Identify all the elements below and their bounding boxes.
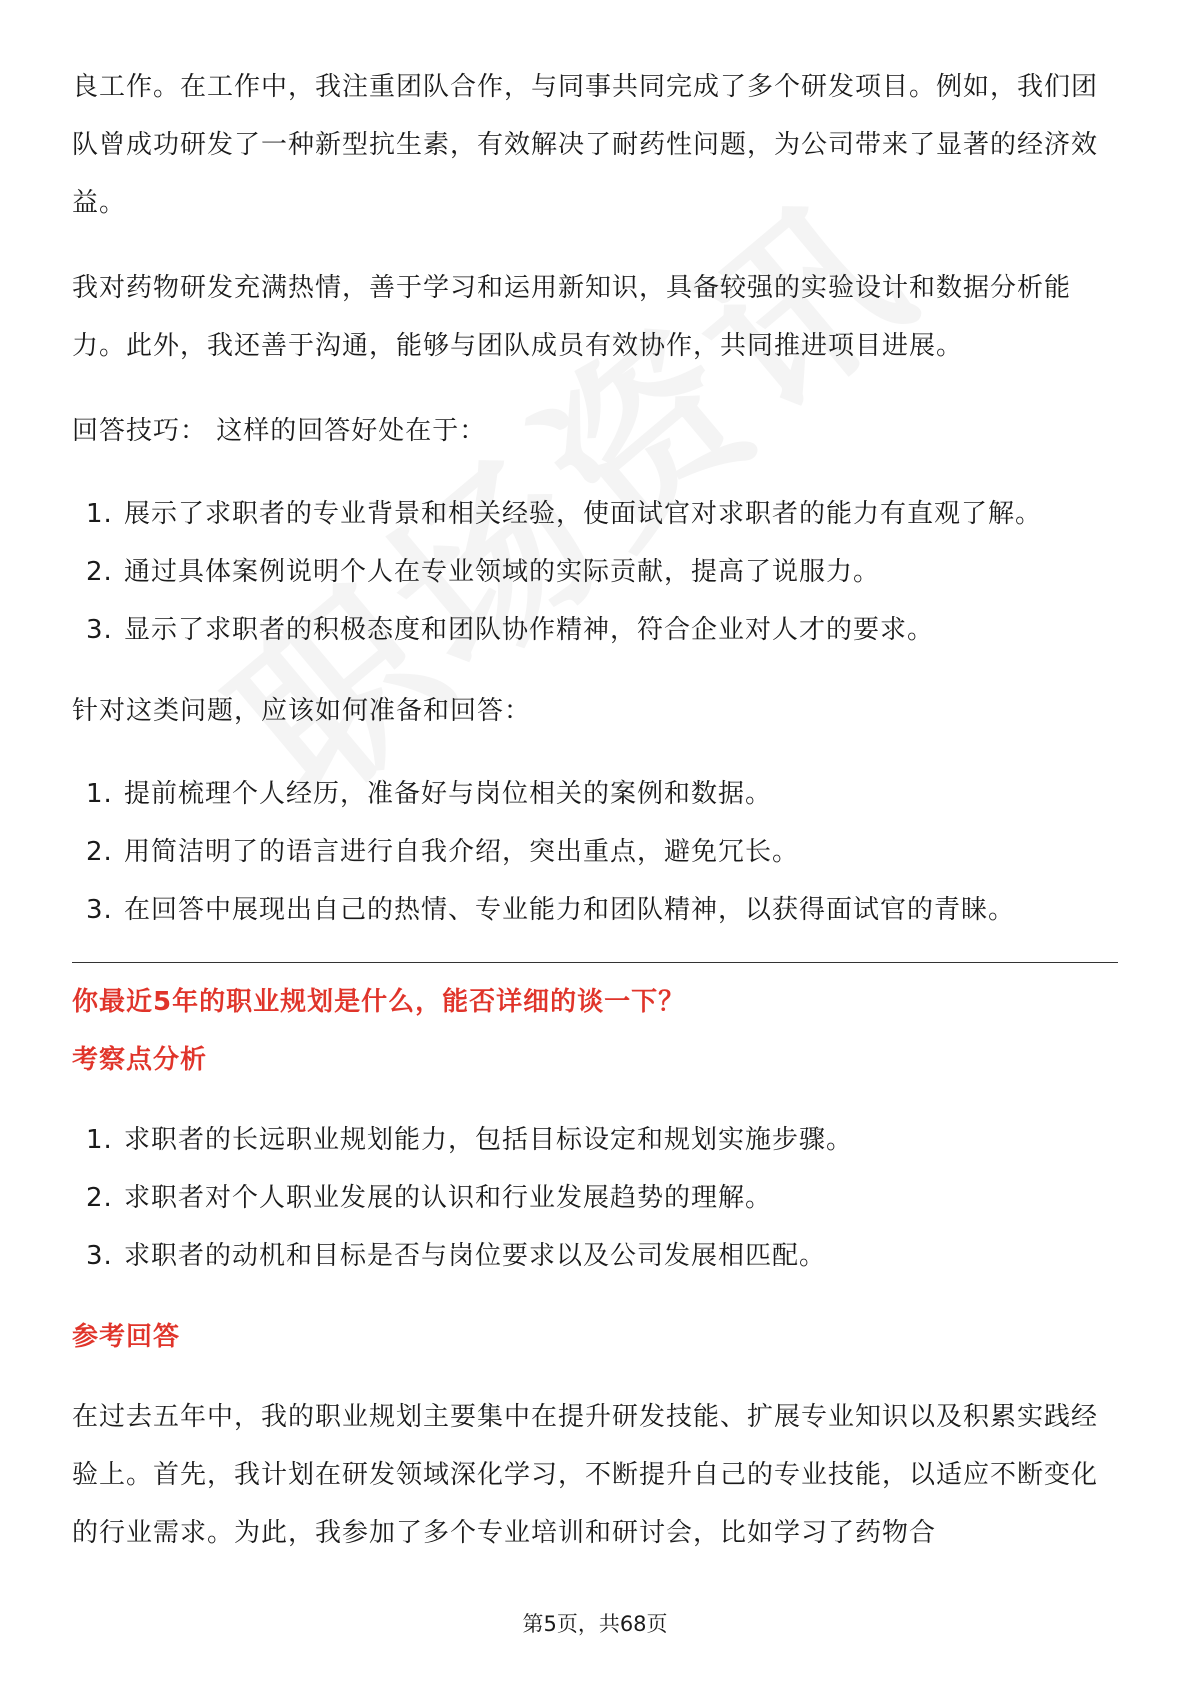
prep-label: 针对这类问题，应该如何准备和回答：: [72, 696, 532, 726]
intro-paragraph-1: 良工作。在工作中，我注重团队合作，与同事共同完成了多个研发项目。例如，我们团队曾成功研发了一种新型抗生素，有效解决了耐药性问题，为公司带来了显著的经济效益。: [72, 72, 1099, 218]
list-item: 1. 提前梳理个人经历，准备好与岗位相关的案例和数据。: [86, 779, 773, 809]
list-item: 1. 展示了求职者的专业背景和相关经验，使面试官对求职者的能力有直观了解。: [86, 499, 1043, 529]
list-item: 2. 通过具体案例说明个人在专业领域的实际贡献，提高了说服力。: [86, 557, 881, 587]
answer-paragraph: 在过去五年中，我的职业规划主要集中在提升研发技能、扩展专业知识以及积累实践经验上。首先，我计划在研发领域深化学习，不断提升自己的专业技能，以适应不断变化的行业需求。为此，我参加了多个专业培训和研讨会，比如学习了药物合: [72, 1402, 1099, 1548]
page-content: [72, 58, 1118, 1562]
prep-list: [72, 765, 1118, 939]
tips-list: [72, 485, 1118, 659]
list-item: 3. 显示了求职者的积极态度和团队协作精神，符合企业对人才的要求。: [86, 615, 935, 645]
page-footer: 第5页，共68页: [522, 1612, 668, 1636]
list-item: 3. 在回答中展现出自己的热情、专业能力和团队精神，以获得面试官的青睐。: [86, 895, 1016, 925]
analysis-label: 考察点分析: [72, 1045, 208, 1075]
intro-paragraph-2: 我对药物研发充满热情，善于学习和运用新知识，具备较强的实验设计和数据分析能力。此外，我还善于沟通，能够与团队成员有效协作，共同推进项目进展。: [72, 273, 1072, 361]
answer-label: 参考回答: [72, 1322, 181, 1352]
list-item: 3. 求职者的动机和目标是否与岗位要求以及公司发展相匹配。: [86, 1241, 827, 1271]
list-item: 1. 求职者的长远职业规划能力，包括目标设定和规划实施步骤。: [86, 1125, 854, 1155]
question-title: 你最近5年的职业规划是什么，能否详细的谈一下？: [72, 987, 686, 1017]
tips-label: 回答技巧： 这样的回答好处在于：: [72, 416, 487, 446]
list-item: 2. 求职者对个人职业发展的认识和行业发展趋势的理解。: [86, 1183, 773, 1213]
list-item: 2. 用简洁明了的语言进行自我介绍，突出重点，避免冗长。: [86, 837, 800, 867]
section-divider: [72, 962, 1118, 963]
analysis-list: [72, 1111, 1118, 1285]
